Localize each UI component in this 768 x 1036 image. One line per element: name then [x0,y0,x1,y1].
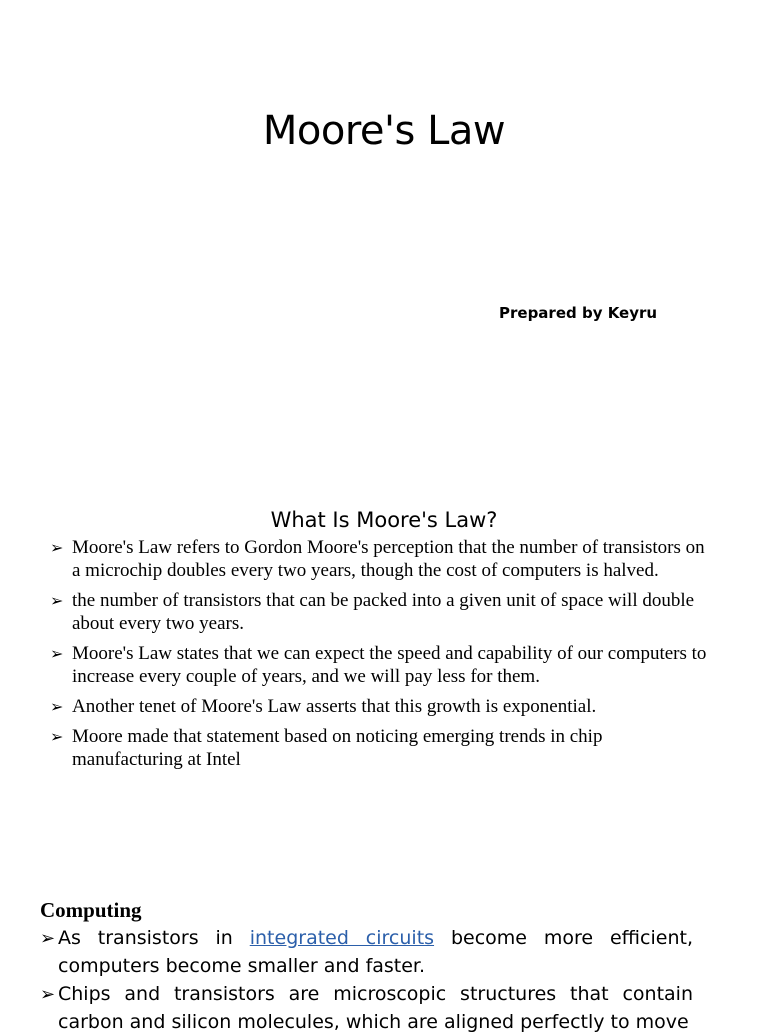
slide-title: Moore's Law [262,108,506,154]
bullet-text: Moore made that statement based on noticing emerging trends in chip manufacturing at Intel [72,726,603,770]
arrow-bullet-icon: ➢ [40,984,56,1005]
bullet-text: the number of transistors that can be packed into a given unit of space will double about every two years. [72,590,695,634]
computing-slide [0,860,768,1033]
title-slide [0,0,768,480]
bullet-text-before: As transistors in [58,927,250,949]
arrow-bullet-icon: ➢ [50,591,64,610]
list-item [50,589,710,635]
bullet-list [40,924,693,1036]
bullet-text-after: become more efficient, computers become smaller and faster. [58,927,693,977]
author-subtitle: Prepared by Keyru [499,304,658,322]
list-item [50,695,710,718]
slide-heading: What Is Moore's Law? [270,508,498,532]
section-heading: Computing [40,898,142,922]
bullet-text: Moore's Law refers to Gordon Moore's perception that the number of transistors on a microchip doubles every two years, though the cost of computers is halved. [72,537,705,581]
arrow-bullet-icon: ➢ [50,727,64,746]
bullet-text: Another tenet of Moore's Law asserts that this growth is exponential. [72,696,597,717]
list-item [50,642,710,688]
list-item [40,924,693,980]
list-item [50,536,710,582]
list-item [40,980,693,1036]
definition-slide [0,480,768,860]
arrow-bullet-icon: ➢ [50,697,64,716]
integrated-circuits-link[interactable]: integrated circuits [249,927,435,949]
bullet-list [50,536,710,778]
list-item [50,725,710,771]
bullet-text: Chips and transistors are microscopic structures that contain carbon and silicon molecules, which are aligned perfectly to move [58,983,693,1033]
arrow-bullet-icon: ➢ [50,538,64,557]
arrow-bullet-icon: ➢ [40,928,56,949]
arrow-bullet-icon: ➢ [50,644,64,663]
bullet-text: Moore's Law states that we can expect the speed and capability of our computers to increase every couple of years, and we will pay less for them. [72,643,707,687]
